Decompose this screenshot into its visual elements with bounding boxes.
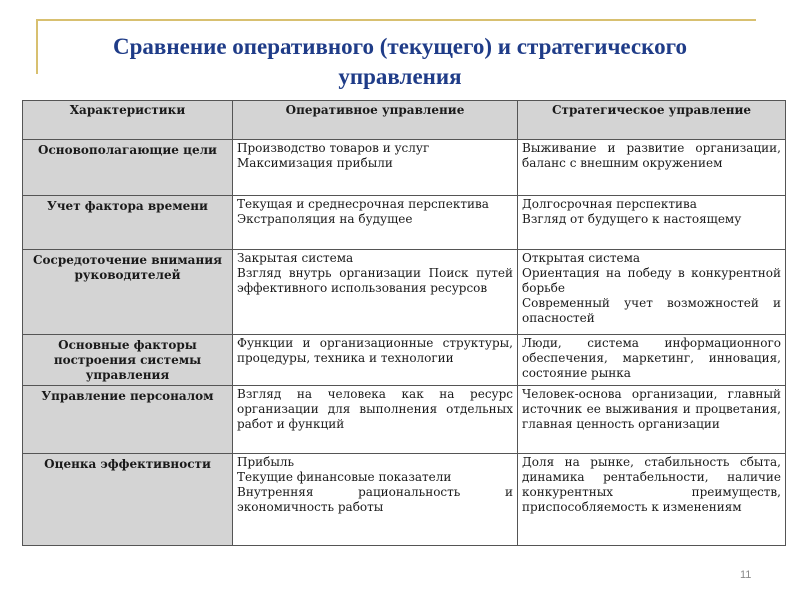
- cell-line: Максимизация прибыли: [237, 156, 393, 170]
- table-row: [23, 140, 786, 196]
- operational-cell: [233, 386, 518, 454]
- strategic-cell: [518, 140, 786, 196]
- strategic-cell: [518, 386, 786, 454]
- cell-line: Выживание и развитие организации, баланс с внешним окружением: [522, 141, 781, 170]
- cell-line: Текущие финансовые показатели: [237, 470, 452, 484]
- cell-line: Люди, система информационного обеспечения, маркетинг, инновация, состояние рынка: [522, 336, 781, 380]
- cell-line: Долгосрочная перспектива: [522, 197, 697, 211]
- operational-cell: [233, 140, 518, 196]
- comparison-table: [22, 100, 786, 546]
- header-operational: Оперативное управление: [233, 101, 518, 140]
- strategic-cell: [518, 250, 786, 335]
- cell-line: Взгляд от будущего к настоящему: [522, 212, 742, 226]
- table-row: [23, 335, 786, 386]
- operational-cell: [233, 335, 518, 386]
- table-header-row: [23, 101, 786, 140]
- table-row: [23, 386, 786, 454]
- cell-line: Доля на рынке, стабильность сбыта, динамика рентабельности, наличие конкурентных преимуществ, приспособляемость к изменениям: [522, 455, 781, 514]
- row-label: Основные факторы построения системы управления: [23, 335, 233, 386]
- operational-cell: [233, 196, 518, 250]
- table-row: [23, 250, 786, 335]
- cell-line: Ориентация на победу в конкурентной борьбе: [522, 266, 781, 295]
- operational-cell: [233, 250, 518, 335]
- slide-title: [40, 32, 760, 92]
- title-frame-left-line: [36, 19, 38, 74]
- row-label: Управление персоналом: [23, 386, 233, 454]
- table-row: [23, 454, 786, 546]
- strategic-cell: [518, 454, 786, 546]
- row-label: Оценка эффективности: [23, 454, 233, 546]
- operational-cell: [233, 454, 518, 546]
- cell-line: Функции и организационные структуры, процедуры, техника и технологии: [237, 336, 513, 365]
- slide-title-line-1: Сравнение оперативного (текущего) и стратегического: [113, 34, 687, 59]
- header-characteristics: Характеристики: [23, 101, 233, 140]
- slide-title-line-2: управления: [338, 64, 462, 89]
- cell-line: Текущая и среднесрочная перспектива: [237, 197, 489, 211]
- title-frame-top-line: [36, 19, 756, 21]
- table-row: [23, 196, 786, 250]
- cell-line: Экстраполяция на будущее: [237, 212, 413, 226]
- page-number: 11: [740, 569, 752, 581]
- cell-line: Взгляд на человека как на ресурс организации для выполнения отдельных работ и функций: [237, 387, 513, 431]
- cell-line: Взгляд внутрь организации Поиск путей эффективного использования ресурсов: [237, 266, 513, 295]
- cell-line: Прибыль: [237, 455, 295, 469]
- row-label: Учет фактора времени: [23, 196, 233, 250]
- row-label: Сосредоточение внимания руководителей: [23, 250, 233, 335]
- cell-line: Внутренняя рациональность и экономичность работы: [237, 485, 513, 514]
- cell-line: Закрытая система: [237, 251, 354, 265]
- row-label: Основополагающие цели: [23, 140, 233, 196]
- cell-line: Современный учет возможностей и опасностей: [522, 296, 781, 325]
- cell-line: Человек-основа организации, главный источник ее выживания и процветания, главная ценность организации: [522, 387, 781, 431]
- strategic-cell: [518, 335, 786, 386]
- cell-line: Производство товаров и услуг: [237, 141, 430, 155]
- header-strategic: Стратегическое управление: [518, 101, 786, 140]
- strategic-cell: [518, 196, 786, 250]
- cell-line: Открытая система: [522, 251, 641, 265]
